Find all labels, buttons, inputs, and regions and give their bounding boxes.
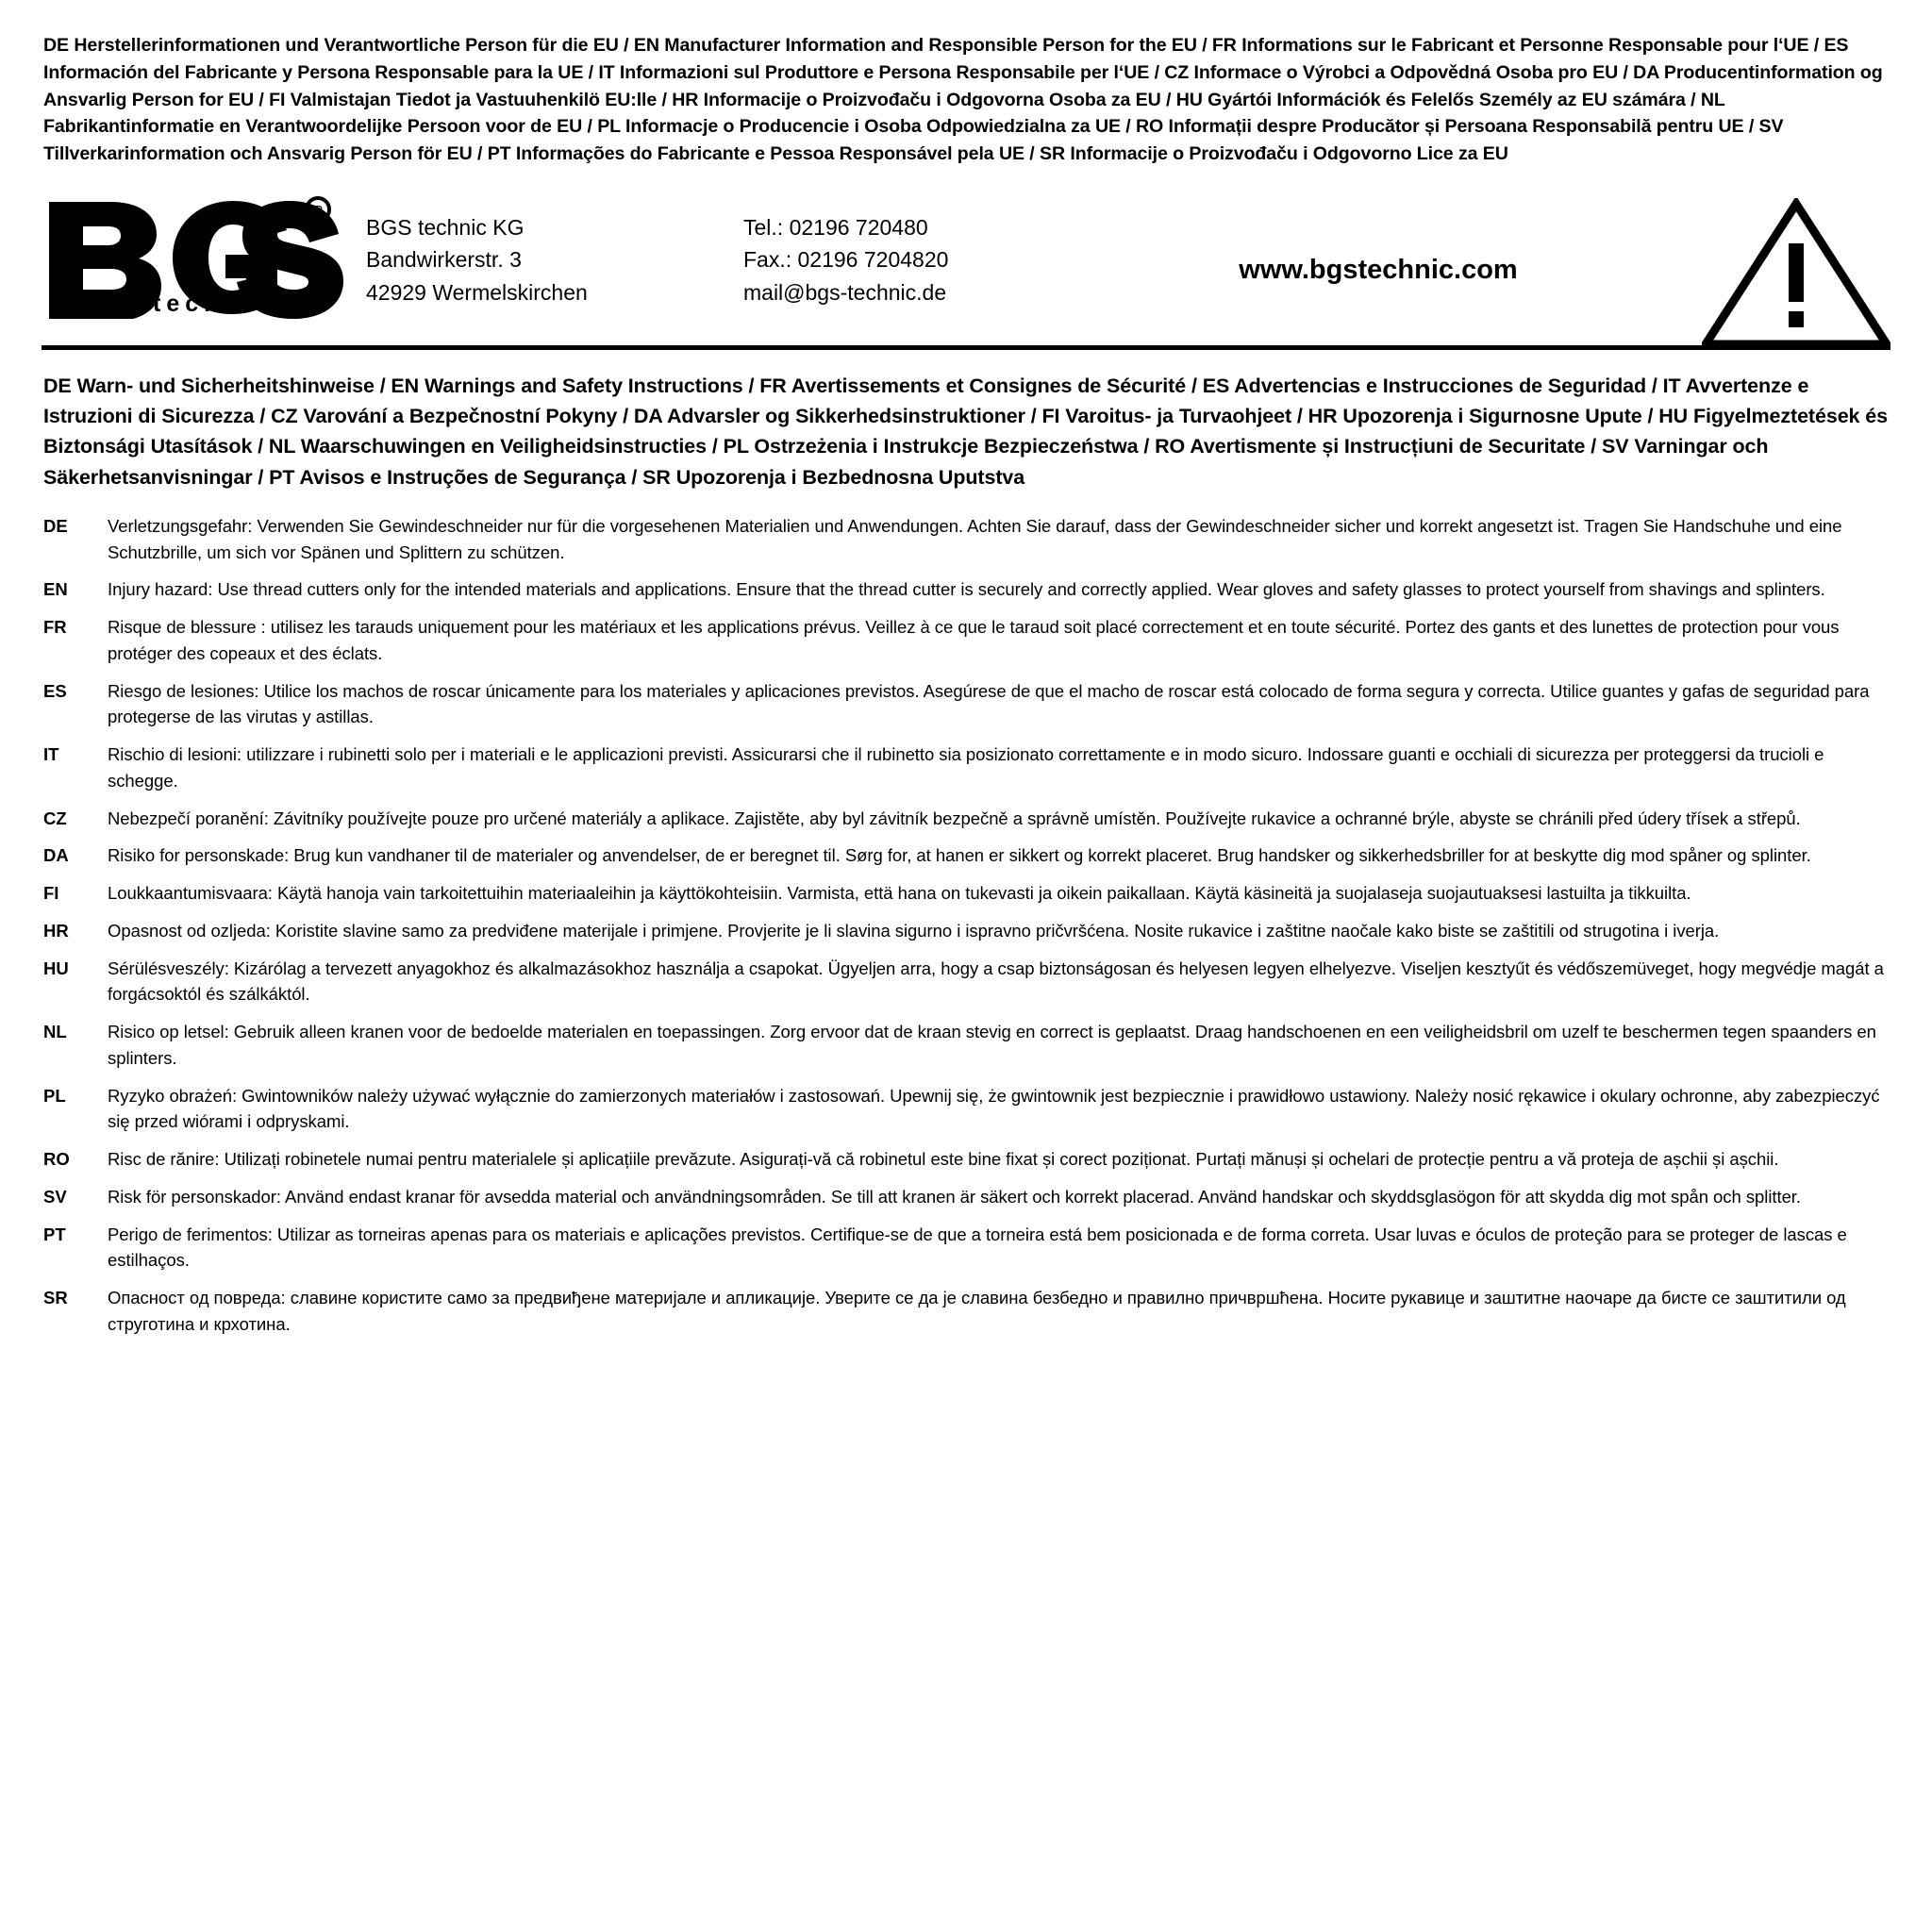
- list-item: [43, 918, 1889, 944]
- language-text: Loukkaantumisvaara: Käytä hanoja vain tarkoitettuihin materiaaleihin ja käyttökohteisiin. Varmista, että hana on tukevasti ja oikein paikallaan. Käytä käsineitä ja suojalaseja suojautuaksesi lastuilta ja tikkuilta.: [108, 883, 1691, 904]
- list-item: [43, 1019, 1889, 1072]
- language-text: Risico op letsel: Gebruik alleen kranen voor de bedoelde materialen en toepassingen. Zorg ervoor dat de kraan stevig en correct is geplaatst. Draag handschoenen en een veiligheidsbril om uzelf te beschermen tegen spaanders en splinters.: [108, 1022, 1876, 1068]
- language-code: DE: [43, 515, 68, 536]
- bgs-logo-icon: [42, 196, 343, 319]
- warning-triangle: [1702, 189, 1890, 349]
- language-code: FR: [43, 617, 67, 638]
- language-code: NL: [43, 1022, 67, 1042]
- language-text: Risque de blessure : utilisez les tarauds uniquement pour les matériaux et les applications prévus. Veillez à ce que le taraud soit placé correctement et en toute sécurité. Portez des gants et des lunettes de protection pour vous protéger des copeaux et des éclats.: [108, 617, 1840, 663]
- list-item: [43, 880, 1889, 907]
- language-code: PT: [43, 1224, 66, 1244]
- list-item: [43, 614, 1889, 667]
- language-text: Nebezpečí poranění: Závitníky používejte pouze pro určené materiály a aplikace. Zajistěte, aby byl závitník bezpečně a správně umístěn. Používejte rukavice a ochranné brýle, abyste se chránili před údery třísek a střepů.: [108, 808, 1801, 828]
- list-item: [43, 513, 1889, 566]
- language-code: PL: [43, 1085, 66, 1106]
- list-item: [43, 1222, 1889, 1274]
- language-text: Опасност од повреда: славине користите само за предвиђене материјале и апликације. Уверите се да је славина безбедно и правилно причвршћена. Носите рукавице и заштитне наочаре да бисте се заштитили од струготина и крхотина.: [108, 1288, 1846, 1334]
- company-street: Bandwirkerstr. 3: [366, 247, 522, 273]
- company-info-block: [38, 189, 1894, 340]
- language-code: SR: [43, 1288, 68, 1308]
- logo-wordmark-technic: technic: [153, 290, 275, 317]
- list-item: [43, 956, 1889, 1008]
- list-item: [43, 576, 1889, 603]
- language-code: IT: [43, 744, 59, 765]
- list-item: [43, 1285, 1889, 1338]
- language-code: FI: [43, 883, 59, 904]
- language-text: Injury hazard: Use thread cutters only for the intended materials and applications. Ensure that the thread cutter is securely and correctly applied. Wear gloves and safety glasses to protect yourself from shavings and splinters.: [108, 579, 1825, 600]
- language-code: HR: [43, 920, 69, 941]
- company-contact: [743, 189, 1055, 308]
- language-text: Risiko for personskade: Brug kun vandhaner til de materialer og anvendelser, de er beregnet til. Sørg for, at hanen er sikkert og korrekt placeret. Brug handsker og sikkerhedsbriller for at beskytte dig mod spåner og splinter.: [108, 845, 1811, 866]
- company-address: [353, 189, 743, 308]
- language-code: RO: [43, 1149, 70, 1170]
- list-item: [43, 806, 1889, 832]
- bgs-logo: [42, 189, 353, 319]
- company-fax: Fax.: 02196 7204820: [743, 247, 949, 273]
- language-code: ES: [43, 680, 67, 701]
- language-text: Opasnost od ozljeda: Koristite slavine samo za predviđene materijale i primjene. Provjerite je li slavina sigurno i ispravno pričvršćena. Nosite rukavice i zaštitne naočale kako biste se zaštitili od strugotina i iverja.: [108, 920, 1720, 941]
- company-city: 42929 Wermelskirchen: [366, 279, 588, 305]
- company-tel: Tel.: 02196 720480: [743, 214, 928, 240]
- list-item: [43, 1184, 1889, 1210]
- language-text: Verletzungsgefahr: Verwenden Sie Gewindeschneider nur für die vorgesehenen Materialien und Anwendungen. Achten Sie darauf, dass der Gewindeschneider sicher und korrekt angesetzt ist. Tragen Sie Handschuhe und eine Schutzbrille, um sich vor Spänen und Splittern zu schützen.: [108, 515, 1842, 562]
- language-text: Risc de rănire: Utilizați robinetele numai pentru materialele și aplicațiile prevăzute. Asigurați-vă că robinetul este bine fixat și corect poziționat. Purtați mănuși și ochelari de protecție pentru a vă proteja de așchii și așchii.: [108, 1149, 1779, 1170]
- safety-instructions-heading: DE Warn- und Sicherheitshinweise / EN Warnings and Safety Instructions / FR Avertissements et Consignes de Sécurité / ES Advertencias e Instrucciones de Seguridad / IT Avvertenze e Istruzioni di Sicurezza / CZ Varování a Bezpečnostní Pokyny / DA Advarsler og Sikkerhedsinstruktioner / FI Varoitus- ja Turvaohjeet / HR Upozorenja i Sigurnosne Upute / HU Figyelmeztetések és Biztonsági Utasítások / NL Waarschuwingen en Veiligheidsinstructies / PL Ostrzeżenia i Instrukcje Bezpieczeństwa / RO Avertismente și Instrucțiuni de Securitate / SV Varningar och Säkerhetsanvisningar / PT Avisos e Instruções de Segurança / SR Upozorenja i Bezbednosna Uputstva: [43, 374, 1889, 489]
- manufacturer-info-header: DE Herstellerinformationen und Verantwortliche Person für die EU / EN Manufacturer Information and Responsible Person for the EU / FR Informations sur le Fabricant et Personne Responsable pour l‘UE / ES Información del Fabricante y Persona Responsable para la UE / IT Informazioni sul Produttore e Persona Responsabile per l‘UE / CZ Informace o Výrobci a Odpovědná Osoba pro EU / DA Producentinformation og Ansvarlig Person for EU / FI Valmistajan Tiedot ja Vastuuhenkilö EU:lle / HR Informacije o Proizvođaču i Odgovorna Osoba za EU / HU Gyártói Információk és Felelős Személy az EU számára / NL Fabrikantinformatie en Verantwoordelijke Persoon voor de EU / PL Informacje o Producencie i Osoba Odpowiedzialna za UE / RO Informații despre Producător și Persoana Responsabilă pentru UE / SV Tillverkarinformation och Ansvarig Person för EU / PT Informações do Fabricante e Pessoa Responsável pela UE / SR Informacije o Proizvođaču i Odgovorno Lice za EU: [43, 35, 1883, 165]
- company-name: BGS technic KG: [366, 214, 525, 240]
- language-text: Ryzyko obrażeń: Gwintowników należy używać wyłącznie do zamierzonych materiałów i zastosowań. Upewnij się, że gwintownik jest bezpiecznie i prawidłowo ustawiony. Należy nosić rękawice i okulary ochronne, aby zabezpieczyć się przed wiórami i odpryskami.: [108, 1085, 1880, 1132]
- list-item: [43, 1083, 1889, 1136]
- company-email: mail@bgs-technic.de: [743, 279, 947, 305]
- language-text: Rischio di lesioni: utilizzare i rubinetti solo per i materiali e le applicazioni previsti. Assicurarsi che il rubinetto sia posizionato correttamente e in modo sicuro. Indossare guanti e occhiali di sicurezza per proteggersi da trucioli e schegge.: [108, 744, 1824, 791]
- language-code: HU: [43, 958, 69, 978]
- company-website: www.bgstechnic.com: [1239, 254, 1518, 285]
- language-text: Riesgo de lesiones: Utilice los machos de roscar únicamente para los materiales y aplicaciones previstos. Asegúrese de que el macho de roscar está colocado de forma segura y correcta. Utilice guantes y gafas de seguridad para protegerse de las virutas y astillas.: [108, 680, 1870, 727]
- language-code: CZ: [43, 808, 67, 828]
- language-text: Perigo de ferimentos: Utilizar as torneiras apenas para os materiais e aplicações previstos. Certifique-se de que a torneira está bem posicionada e de forma correta. Usar luvas e óculos de proteção para se proteger de lascas e estilhaços.: [108, 1224, 1847, 1271]
- language-code: DA: [43, 845, 69, 866]
- safety-instructions-list: [38, 513, 1894, 1338]
- svg-text:R: R: [312, 202, 324, 219]
- list-item: [43, 678, 1889, 731]
- language-text: Risk för personskador: Använd endast kranar för avsedda material och användningsområden. Se till att kranen är säkert och korrekt placerad. Använd handskar och skyddsglasögon för att skydda dig mot spån och splitter.: [108, 1186, 1801, 1207]
- list-item: [43, 1146, 1889, 1173]
- header-divider: [42, 345, 1890, 350]
- warning-triangle-icon: [1702, 198, 1890, 349]
- language-text: Sérülésveszély: Kizárólag a tervezett anyagokhoz és alkalmazásokhoz használja a csapokat. Ügyeljen arra, hogy a csap biztonságosan és helyesen legyen elhelyezve. Viseljen kesztyűt és védőszemüveget, hogy megvédje magát a forgácsoktól és szálkáktól.: [108, 958, 1884, 1005]
- language-code: SV: [43, 1186, 67, 1207]
- language-code: EN: [43, 579, 68, 600]
- list-item: [43, 741, 1889, 794]
- list-item: [43, 842, 1889, 869]
